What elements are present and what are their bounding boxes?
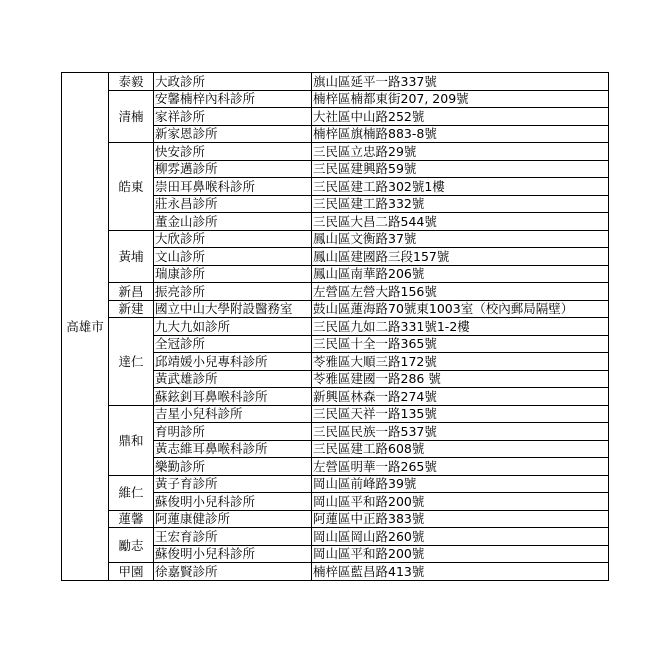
district-cell: 新昌: [109, 283, 154, 301]
clinic-name-cell: 柳雰邁診所: [154, 160, 312, 178]
clinic-name-cell: 蘇鉉釗耳鼻喉科診所: [154, 388, 312, 406]
clinic-address-cell: 鼓山區蓮海路70號東1003室（校內郵局隔壁）: [312, 300, 609, 318]
table-row: [62, 300, 609, 318]
clinic-name-cell: 大欣診所: [154, 230, 312, 248]
clinic-address-cell: 旗山區延平一路337號: [312, 73, 609, 91]
clinic-address-cell: 三民區建興路59號: [312, 160, 609, 178]
clinic-name-cell: 育明診所: [154, 423, 312, 441]
clinic-name-cell: 國立中山大學附設醫務室: [154, 300, 312, 318]
table-row: [62, 405, 609, 423]
district-cell: 清楠: [109, 90, 154, 143]
clinic-name-cell: 黃志維耳鼻喉科診所: [154, 440, 312, 458]
clinic-address-cell: 左營區明華一路265號: [312, 458, 609, 476]
clinic-address-cell: 楠梓區旗楠路883-8號: [312, 125, 609, 143]
table-row: [62, 528, 609, 546]
table-row: [62, 143, 609, 161]
clinic-name-cell: 徐嘉賢診所: [154, 563, 312, 581]
clinic-name-cell: 黃武雄診所: [154, 370, 312, 388]
table-row: [62, 230, 609, 248]
clinic-address-cell: 阿蓮區中正路383號: [312, 510, 609, 528]
district-cell: 維仁: [109, 475, 154, 510]
clinic-address-cell: 岡山區平和路200號: [312, 545, 609, 563]
clinic-address-cell: 楠梓區楠都東街207, 209號: [312, 90, 609, 108]
clinic-address-cell: 苓雅區建國一路286 號: [312, 370, 609, 388]
clinic-address-cell: 苓雅區大順三路172號: [312, 353, 609, 371]
clinic-name-cell: 蘇俊明小兒科診所: [154, 545, 312, 563]
clinic-name-cell: 快安診所: [154, 143, 312, 161]
clinic-address-cell: 楠梓區藍昌路413號: [312, 563, 609, 581]
clinic-name-cell: 家祥診所: [154, 108, 312, 126]
clinic-name-cell: 九大九如診所: [154, 318, 312, 336]
clinic-name-cell: 大政診所: [154, 73, 312, 91]
table-row: [62, 318, 609, 336]
clinic-address-cell: 岡山區平和路200號: [312, 493, 609, 511]
table-row: [62, 73, 609, 91]
clinic-address-cell: 三民區建工路608號: [312, 440, 609, 458]
clinic-address-cell: 三民區立忠路29號: [312, 143, 609, 161]
clinic-name-cell: 新家恩診所: [154, 125, 312, 143]
clinic-address-cell: 三民區九如二路331號1-2樓: [312, 318, 609, 336]
clinic-name-cell: 吉星小兒科診所: [154, 405, 312, 423]
table-row: [62, 510, 609, 528]
clinic-table: [61, 72, 609, 581]
district-cell: 勵志: [109, 528, 154, 563]
clinic-name-cell: 瑞康診所: [154, 265, 312, 283]
district-cell: 達仁: [109, 318, 154, 406]
clinic-address-cell: 岡山區前峰路39號: [312, 475, 609, 493]
clinic-name-cell: 崇田耳鼻喉科診所: [154, 178, 312, 196]
table-row: [62, 283, 609, 301]
clinic-address-cell: 三民區民族一路537號: [312, 423, 609, 441]
clinic-address-cell: 左營區左營大路156號: [312, 283, 609, 301]
clinic-name-cell: 蘇俊明小兒科診所: [154, 493, 312, 511]
district-cell: 甲園: [109, 563, 154, 581]
clinic-name-cell: 邱靖媛小兒專科診所: [154, 353, 312, 371]
district-cell: 新建: [109, 300, 154, 318]
clinic-address-cell: 三民區十全一路365號: [312, 335, 609, 353]
clinic-address-cell: 三民區天祥一路135號: [312, 405, 609, 423]
clinic-name-cell: 全冠診所: [154, 335, 312, 353]
table-row: [62, 90, 609, 108]
clinic-address-cell: 鳳山區建國路三段157號: [312, 248, 609, 266]
clinic-name-cell: 樂勤診所: [154, 458, 312, 476]
clinic-address-cell: 三民區建工路302號1樓: [312, 178, 609, 196]
clinic-name-cell: 莊永昌診所: [154, 195, 312, 213]
district-cell: 皓東: [109, 143, 154, 231]
clinic-name-cell: 董金山診所: [154, 213, 312, 231]
clinic-address-cell: 鳳山區南華路206號: [312, 265, 609, 283]
city-cell: 高雄市: [62, 73, 109, 581]
clinic-address-cell: 大社區中山路252號: [312, 108, 609, 126]
district-cell: 蓮馨: [109, 510, 154, 528]
clinic-table-body: [62, 73, 609, 581]
district-cell: 泰毅: [109, 73, 154, 91]
clinic-address-cell: 三民區大昌二路544號: [312, 213, 609, 231]
district-cell: 鼎和: [109, 405, 154, 475]
clinic-address-cell: 新興區林森一路274號: [312, 388, 609, 406]
clinic-name-cell: 黃子育診所: [154, 475, 312, 493]
clinic-name-cell: 王宏育診所: [154, 528, 312, 546]
clinic-name-cell: 文山診所: [154, 248, 312, 266]
table-row: [62, 475, 609, 493]
district-cell: 黃埔: [109, 230, 154, 283]
clinic-address-cell: 三民區建工路332號: [312, 195, 609, 213]
clinic-name-cell: 阿蓮康健診所: [154, 510, 312, 528]
clinic-address-cell: 鳳山區文衡路37號: [312, 230, 609, 248]
clinic-name-cell: 振亮診所: [154, 283, 312, 301]
clinic-name-cell: 安馨楠梓內科診所: [154, 90, 312, 108]
clinic-address-cell: 岡山區岡山路260號: [312, 528, 609, 546]
table-row: [62, 563, 609, 581]
